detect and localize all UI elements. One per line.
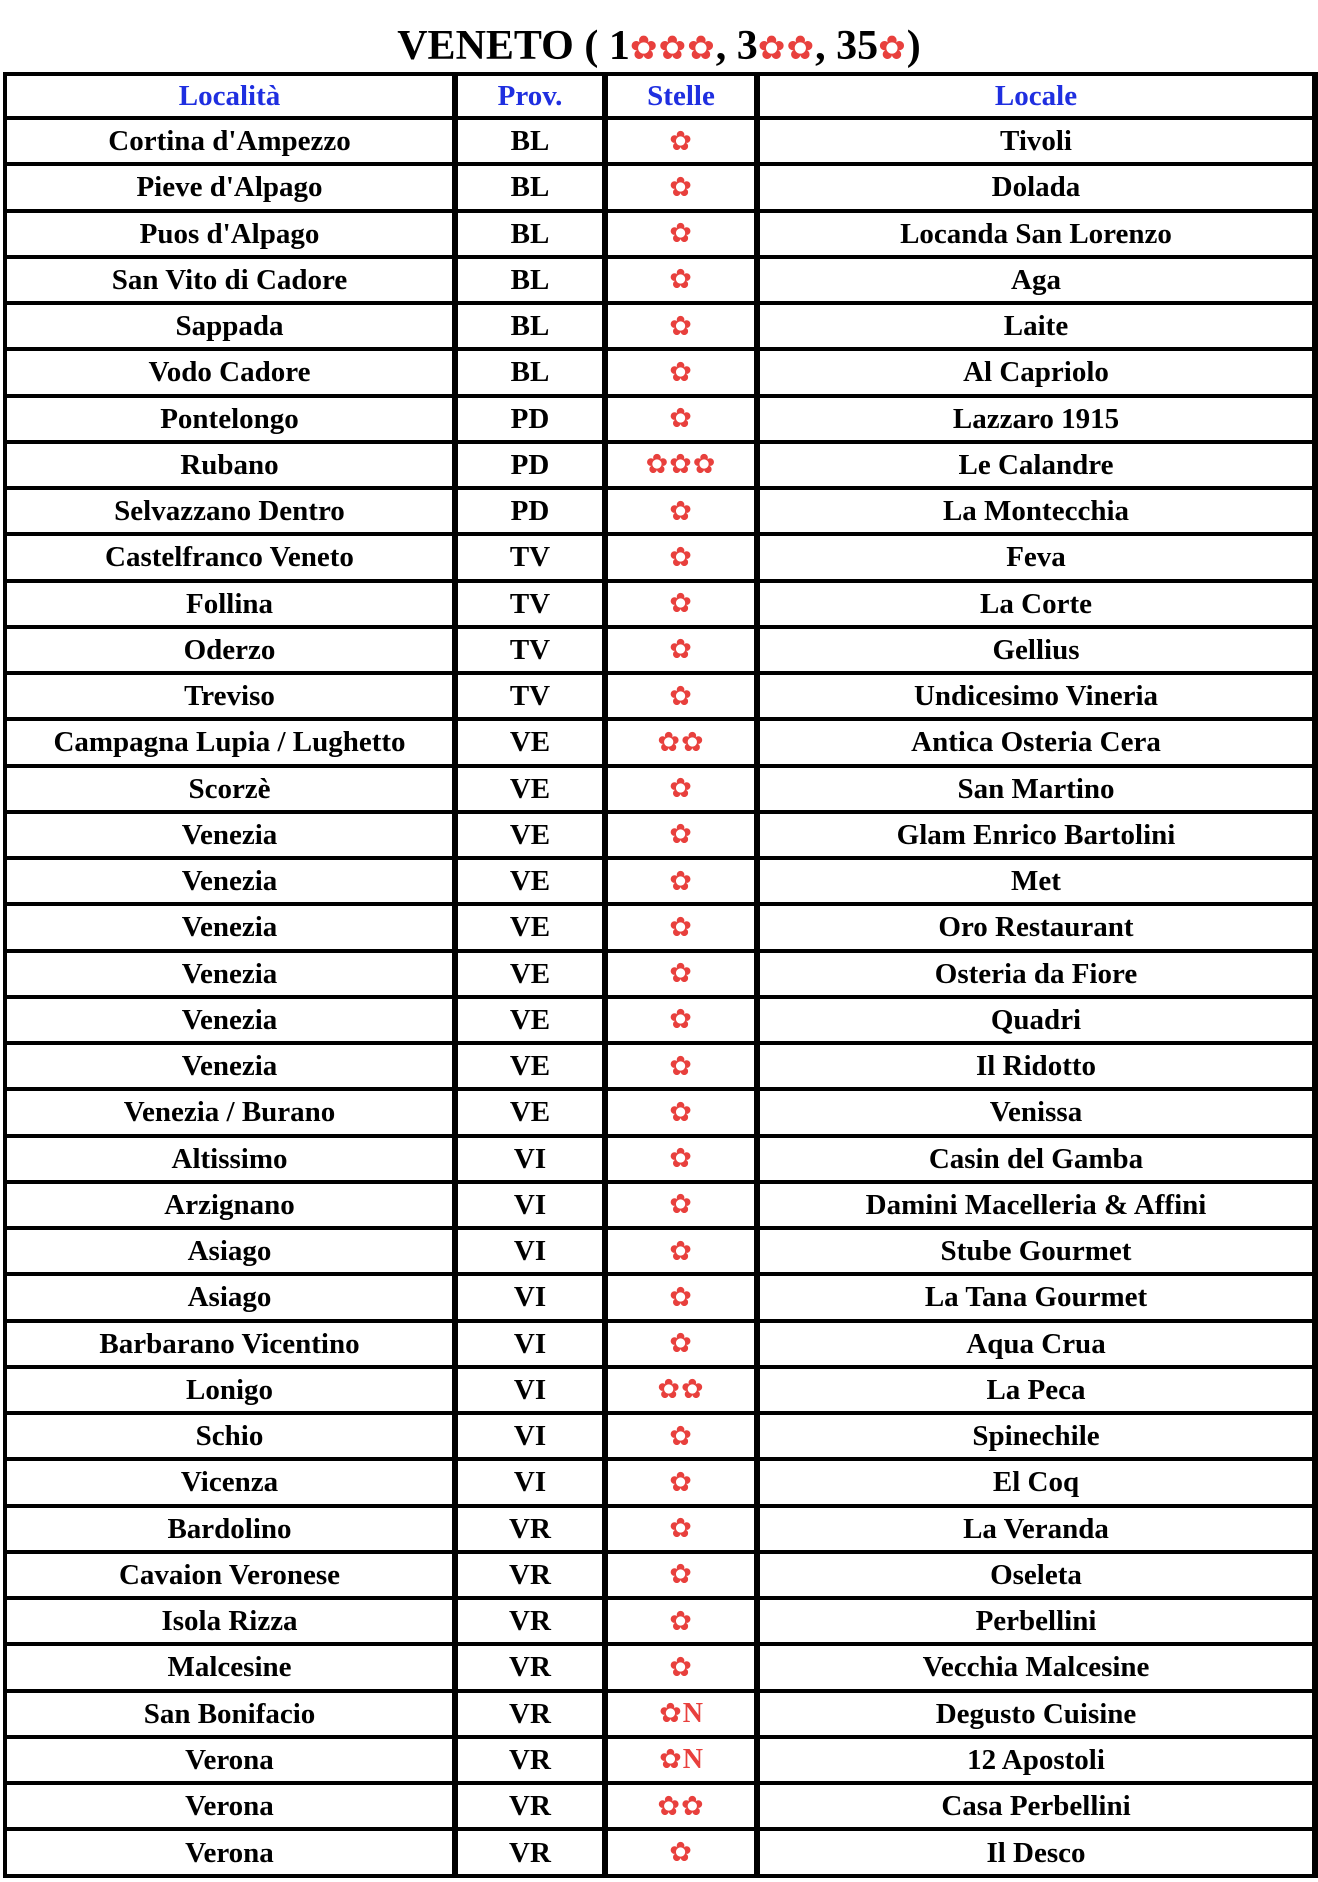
cell-locale: Undicesimo Vineria [757,673,1315,719]
cell-stelle [605,1182,757,1228]
cell-stelle [605,812,757,858]
header-prov: Prov. [455,74,605,118]
cell-locale: La Corte [757,581,1315,627]
cell-locale: 12 Apostoli [757,1737,1315,1783]
michelin-star-icon: ✿ [669,958,693,989]
cell-localita: Pontelongo [5,396,455,442]
cell-localita: Scorzè [5,766,455,812]
cell-locale: Quadri [757,997,1315,1043]
table-row [5,997,1315,1043]
michelin-star-icon: ✿ [669,218,693,249]
cell-prov: PD [455,396,605,442]
table-row [5,1644,1315,1690]
cell-prov: VR [455,1691,605,1737]
cell-stelle [605,396,757,442]
cell-localita: Rubano [5,442,455,488]
cell-locale: Venissa [757,1089,1315,1135]
table-row [5,1089,1315,1135]
table-row [5,164,1315,210]
michelin-star-icon: ✿ [669,495,693,526]
header-stelle: Stelle [605,74,757,118]
three-star-count: 1 [608,23,630,69]
cell-stelle [605,1552,757,1598]
table-row [5,1413,1315,1459]
cell-locale: Tivoli [757,118,1315,164]
table-row [5,1737,1315,1783]
cell-locale: La Montecchia [757,488,1315,534]
cell-stelle [605,719,757,765]
table-row [5,812,1315,858]
table-row [5,303,1315,349]
cell-locale: Glam Enrico Bartolini [757,812,1315,858]
michelin-star-icon: ✿ [669,125,693,156]
cell-prov: VE [455,997,605,1043]
table-row [5,1182,1315,1228]
cell-prov: VI [455,1136,605,1182]
table-row [5,1367,1315,1413]
two-star-icon: ✿✿ [757,31,816,67]
michelin-star-icon: ✿ [669,588,693,619]
michelin-star-icon: ✿✿ [657,726,705,757]
cell-stelle [605,534,757,580]
michelin-star-icon: ✿ [669,1651,693,1682]
cell-stelle [605,488,757,534]
table-row [5,488,1315,534]
table-row [5,581,1315,627]
cell-locale: Degusto Cuisine [757,1691,1315,1737]
table-row [5,1274,1315,1320]
michelin-star-icon: ✿ [669,865,693,896]
cell-prov: VI [455,1274,605,1320]
cell-prov: PD [455,488,605,534]
cell-locale: Perbellini [757,1598,1315,1644]
cell-localita: Selvazzano Dentro [5,488,455,534]
michelin-star-icon: ✿ [669,1513,693,1544]
cell-stelle [605,766,757,812]
cell-prov: BL [455,118,605,164]
cell-locale: La Peca [757,1367,1315,1413]
table-row [5,951,1315,997]
michelin-star-icon: ✿ [669,911,693,942]
cell-localita: Campagna Lupia / Lughetto [5,719,455,765]
cell-stelle [605,1598,757,1644]
cell-locale: Damini Macelleria & Affini [757,1182,1315,1228]
cell-prov: VE [455,1089,605,1135]
table-row [5,534,1315,580]
cell-locale: La Tana Gourmet [757,1274,1315,1320]
cell-localita: Venezia / Burano [5,1089,455,1135]
cell-stelle [605,904,757,950]
cell-prov: BL [455,164,605,210]
cell-locale: Le Calandre [757,442,1315,488]
cell-prov: VI [455,1182,605,1228]
title-separator: , [815,23,837,69]
michelin-star-icon: ✿ [669,1466,693,1497]
michelin-star-icon: ✿ [669,1004,693,1035]
one-star-icon: ✿ [878,31,907,67]
cell-prov: VI [455,1228,605,1274]
cell-prov: VR [455,1552,605,1598]
cell-stelle [605,1043,757,1089]
table-row [5,1598,1315,1644]
cell-locale: Stube Gourmet [757,1228,1315,1274]
table-row [5,858,1315,904]
cell-stelle [605,1737,757,1783]
cell-localita: Castelfranco Veneto [5,534,455,580]
cell-stelle [605,1691,757,1737]
cell-stelle [605,1367,757,1413]
cell-localita: Venezia [5,1043,455,1089]
cell-stelle [605,1783,757,1829]
cell-localita: Verona [5,1783,455,1829]
cell-localita: Vicenza [5,1459,455,1505]
cell-prov: VE [455,951,605,997]
cell-stelle [605,1321,757,1367]
cell-prov: VR [455,1829,605,1876]
table-row [5,904,1315,950]
cell-locale: Gellius [757,627,1315,673]
cell-localita: Cortina d'Ampezzo [5,118,455,164]
michelin-star-icon: ✿✿✿ [645,449,717,480]
cell-stelle [605,1413,757,1459]
table-row [5,719,1315,765]
cell-localita: Barbarano Vicentino [5,1321,455,1367]
header-row [5,74,1315,118]
table-row [5,442,1315,488]
table-row [5,1228,1315,1274]
cell-locale: Dolada [757,164,1315,210]
cell-locale: Lazzaro 1915 [757,396,1315,442]
cell-localita: Venezia [5,904,455,950]
table-row [5,1783,1315,1829]
cell-locale: Casin del Gamba [757,1136,1315,1182]
cell-stelle [605,1644,757,1690]
cell-prov: VE [455,766,605,812]
cell-localita: San Bonifacio [5,1691,455,1737]
cell-localita: Verona [5,1737,455,1783]
cell-locale: Aga [757,257,1315,303]
michelin-star-icon: ✿ [669,1281,693,1312]
michelin-star-icon: ✿ [659,1744,683,1775]
cell-prov: VR [455,1598,605,1644]
cell-locale: Il Ridotto [757,1043,1315,1089]
cell-localita: Venezia [5,858,455,904]
cell-prov: VE [455,719,605,765]
michelin-star-icon: ✿ [669,1328,693,1359]
cell-prov: TV [455,673,605,719]
cell-localita: Verona [5,1829,455,1876]
table-row [5,211,1315,257]
cell-locale: La Veranda [757,1506,1315,1552]
restaurant-table [3,72,1318,1878]
cell-localita: Lonigo [5,1367,455,1413]
michelin-star-icon: ✿ [669,819,693,850]
table-row [5,1321,1315,1367]
michelin-star-icon: ✿ [669,1189,693,1220]
michelin-star-icon: ✿✿ [657,1790,705,1821]
michelin-star-icon: ✿ [669,356,693,387]
cell-prov: TV [455,534,605,580]
cell-stelle [605,442,757,488]
cell-stelle [605,1089,757,1135]
michelin-star-icon: ✿ [669,310,693,341]
michelin-star-icon: ✿ [669,541,693,572]
michelin-star-icon: ✿ [669,634,693,665]
michelin-star-icon: ✿ [669,773,693,804]
table-body [5,118,1315,1876]
cell-locale: Casa Perbellini [757,1783,1315,1829]
michelin-star-icon: ✿ [669,1096,693,1127]
table-row [5,396,1315,442]
new-badge: N [682,1698,703,1730]
cell-stelle [605,1506,757,1552]
cell-stelle [605,627,757,673]
michelin-star-icon: ✿ [669,680,693,711]
cell-localita: Venezia [5,951,455,997]
cell-prov: PD [455,442,605,488]
table-row [5,1552,1315,1598]
cell-localita: Altissimo [5,1136,455,1182]
cell-prov: VR [455,1737,605,1783]
cell-locale: Locanda San Lorenzo [757,211,1315,257]
cell-localita: Malcesine [5,1644,455,1690]
region-name: VENETO [397,23,574,69]
michelin-star-icon: ✿ [669,264,693,295]
cell-prov: VE [455,812,605,858]
cell-stelle [605,997,757,1043]
cell-locale: Oro Restaurant [757,904,1315,950]
cell-localita: Arzignano [5,1182,455,1228]
cell-localita: Puos d'Alpago [5,211,455,257]
cell-prov: VR [455,1506,605,1552]
michelin-star-icon: ✿ [669,1605,693,1636]
cell-localita: Oderzo [5,627,455,673]
cell-localita: Schio [5,1413,455,1459]
cell-localita: Follina [5,581,455,627]
michelin-star-icon: ✿ [669,1235,693,1266]
cell-locale: San Martino [757,766,1315,812]
cell-prov: TV [455,627,605,673]
cell-localita: Asiago [5,1228,455,1274]
header-localita: Località [5,74,455,118]
cell-localita: Asiago [5,1274,455,1320]
table-row [5,257,1315,303]
cell-localita: Cavaion Veronese [5,1552,455,1598]
table-row [5,118,1315,164]
cell-localita: Venezia [5,812,455,858]
michelin-star-icon: ✿ [669,1050,693,1081]
cell-localita: Sappada [5,303,455,349]
cell-localita: Vodo Cadore [5,349,455,395]
cell-locale: Laite [757,303,1315,349]
cell-stelle [605,211,757,257]
michelin-star-icon: ✿ [669,171,693,202]
table-row [5,1691,1315,1737]
cell-stelle [605,164,757,210]
cell-localita: Venezia [5,997,455,1043]
michelin-star-icon: ✿ [659,1698,683,1729]
header-locale: Locale [757,74,1315,118]
cell-locale: Feva [757,534,1315,580]
cell-stelle [605,118,757,164]
table-row [5,766,1315,812]
cell-stelle [605,1228,757,1274]
cell-localita: Isola Rizza [5,1598,455,1644]
cell-prov: VR [455,1783,605,1829]
two-star-count: 3 [736,23,758,69]
table-row [5,349,1315,395]
three-star-icon: ✿✿✿ [629,31,716,67]
cell-stelle [605,581,757,627]
cell-localita: San Vito di Cadore [5,257,455,303]
cell-stelle [605,1829,757,1876]
cell-localita: Pieve d'Alpago [5,164,455,210]
table-row [5,1136,1315,1182]
cell-prov: BL [455,257,605,303]
table-row [5,1829,1315,1876]
table-row [5,1459,1315,1505]
cell-prov: BL [455,349,605,395]
cell-prov: VI [455,1367,605,1413]
table-row [5,673,1315,719]
cell-locale: El Coq [757,1459,1315,1505]
michelin-star-icon: ✿ [669,1837,693,1868]
cell-locale: Met [757,858,1315,904]
cell-locale: Aqua Crua [757,1321,1315,1367]
cell-prov: VE [455,858,605,904]
cell-stelle [605,257,757,303]
title-separator: , [715,23,737,69]
cell-locale: Spinechile [757,1413,1315,1459]
cell-stelle [605,858,757,904]
cell-prov: TV [455,581,605,627]
new-badge: N [682,1744,703,1776]
michelin-star-icon: ✿ [669,403,693,434]
michelin-star-icon: ✿✿ [657,1374,705,1405]
table-row [5,1043,1315,1089]
title-open-paren: ( [573,23,609,69]
cell-prov: VE [455,1043,605,1089]
cell-prov: BL [455,211,605,257]
cell-locale: Oseleta [757,1552,1315,1598]
cell-locale: Il Desco [757,1829,1315,1876]
cell-prov: VE [455,904,605,950]
table-row [5,627,1315,673]
cell-localita: Bardolino [5,1506,455,1552]
cell-stelle [605,349,757,395]
michelin-star-icon: ✿ [669,1420,693,1451]
cell-prov: VI [455,1413,605,1459]
cell-stelle [605,673,757,719]
michelin-star-icon: ✿ [669,1143,693,1174]
cell-stelle [605,1274,757,1320]
cell-prov: VR [455,1644,605,1690]
cell-stelle [605,951,757,997]
cell-prov: VI [455,1459,605,1505]
cell-prov: VI [455,1321,605,1367]
one-star-count: 35 [836,23,879,69]
michelin-star-icon: ✿ [669,1559,693,1590]
page-title [0,18,1318,77]
cell-localita: Treviso [5,673,455,719]
cell-stelle [605,1136,757,1182]
cell-locale: Antica Osteria Cera [757,719,1315,765]
cell-locale: Al Capriolo [757,349,1315,395]
title-close-paren: ) [906,23,921,69]
cell-prov: BL [455,303,605,349]
cell-locale: Osteria da Fiore [757,951,1315,997]
cell-stelle [605,303,757,349]
cell-stelle [605,1459,757,1505]
cell-locale: Vecchia Malcesine [757,1644,1315,1690]
table-row [5,1506,1315,1552]
